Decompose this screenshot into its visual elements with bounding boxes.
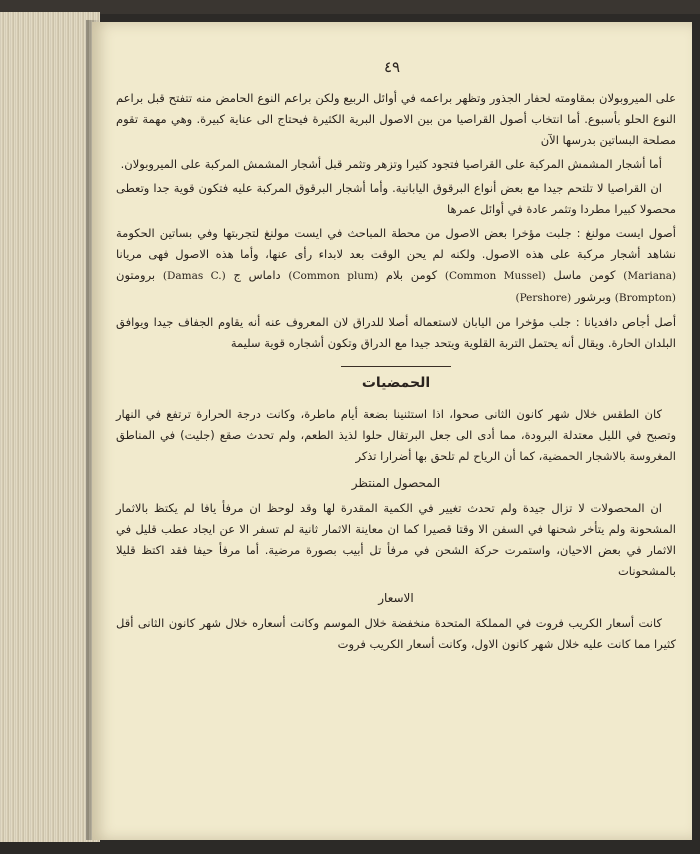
variety-ar-damas: داماس ج <box>233 268 281 282</box>
paragraph-dafidiana <box>116 312 676 354</box>
paragraph-myrobalan: على الميروبولان بمقاومته لحفار الجذور وتظهر براعمه في أوائل الربيع ولكن براعم النوع الحامض منه تتفتح قبل براعم النوع الحلو بأسبوع. أما انتخاب أصول القراصيا من بين الاصول البرية الكثيرة فيحتاج الى عناية كبيرة. وهي مهمة تقوم مصلحة البساتين بدرسها الآن <box>116 91 676 147</box>
paragraph-citrus-weather: كان الطقس خلال شهر كانون الثانى صحوا، اذا استثنينا بضعة أيام ماطرة، وكانت درجة الحرارة ترتفع في النهار وتصبح في الليل معتدلة البرودة، مما أدى الى جعل البرتقال حلوا لذيذ الطعم، ولم تحدث صقع (جليت) في المناطق المغروسة بالاشجار الحمضية، كما أن الرياح لم تلحق بها أضرارا تذكر <box>116 407 676 463</box>
variety-en-brompton: (Brompton) <box>614 292 676 304</box>
section-divider <box>341 366 451 367</box>
variety-en-common-mussel: (Common Mussel) <box>444 270 546 282</box>
section-title-citrus: الحمضيات <box>361 375 431 391</box>
paragraph-apricot: أما أشجار المشمش المركبة على القراصيا فتجود كثيرا وتزهر وتثمر قبل أشجار المشمش المركبة على الميروبولان. <box>120 157 662 171</box>
variety-en-mariana: (Mariana) <box>623 270 677 282</box>
page-content <box>116 88 676 658</box>
paragraph-east-malling <box>116 223 676 309</box>
subheading-prices: الاسعار <box>378 591 414 605</box>
page-stack-edge <box>0 12 100 842</box>
dafidiana-text: جلب مؤخرا من اليابان لاستعماله أصلا للدراق لان المعروف عنه أنه يقاوم الجفاف جيدا ويوافق البلدان الحارة. ويقال أنه يحتمل التربة القلوية ويتحد جيدا مع الدراق وتكون أشجاره قوية سليمة <box>116 315 676 350</box>
variety-ar-brompton: برومتون <box>116 268 156 282</box>
subheading-expected-crop: المحصول المنتظر <box>351 476 441 490</box>
variety-en-common-plum: (Common plum) <box>288 270 379 282</box>
variety-en-damas: (Damas C.) <box>162 270 226 282</box>
variety-ar-common-plum: كومن بلام <box>385 268 438 282</box>
paragraph-prices: كانت أسعار الكريب فروت في المملكة المتحدة منخفضة خلال الموسم وكانت أسعاره خلال شهر كانون الثانى أقل كثيرا مما كانت عليه خلال شهر كانون الاول، وكانت أسعار الكريب فروت <box>116 616 676 651</box>
page-number: ٤٩ <box>383 58 401 76</box>
east-malling-lead: أصول ايست مولنغ : <box>576 226 677 240</box>
east-malling-text: جلبت مؤخرا بعض الاصول من محطة المباحث في ايست مولنغ لتجربتها وفي بساتين الحكومة نشاهد أشجار مركبة على هذه الاصول. ولكنه لم يحن الوقت بعد لابداء رأى عنها، وأما هذه الاصول فهى مريانا <box>116 226 676 261</box>
book-page <box>92 22 692 840</box>
paragraph-plum: ان القراصيا لا تلتحم جيدا مع بعض أنواع البرقوق اليابانية. وأما أشجار البرقوق المركبة عليه فتكون قوية جدا وتعطى محصولا كبيرا مطردا وتثمر عادة في أوائل عمرها <box>116 181 676 216</box>
variety-ar-pershore: وبرشور <box>574 290 612 304</box>
dafidiana-lead: أصل أجاص دافديانا : <box>575 315 677 329</box>
variety-ar-common-mussel: كومن ماسل <box>553 268 616 282</box>
book-cover-edge <box>0 0 700 14</box>
paragraph-expected-crop: ان المحصولات لا تزال جيدة ولم تحدث تغيير في الكمية المقدرة لها وقد لوحظ ان مرفأ يافا لم يكتظ بالاثمار المشحونة ولم يتأخر شحنها في السفن الا وقتا قصيرا كما ان معاينة الاثمار ثانية لم تسفر الا عن ايجاد عطب قليل في الاثمار في بعض الاحيان، واستمرت حركة الشحن في مرفأ تل أبيب بصورة مرضية. أما مرفأ حيفا فقد اكتظ قليلا بالمشحونات <box>116 501 676 578</box>
variety-en-pershore: (Pershore) <box>515 292 572 304</box>
